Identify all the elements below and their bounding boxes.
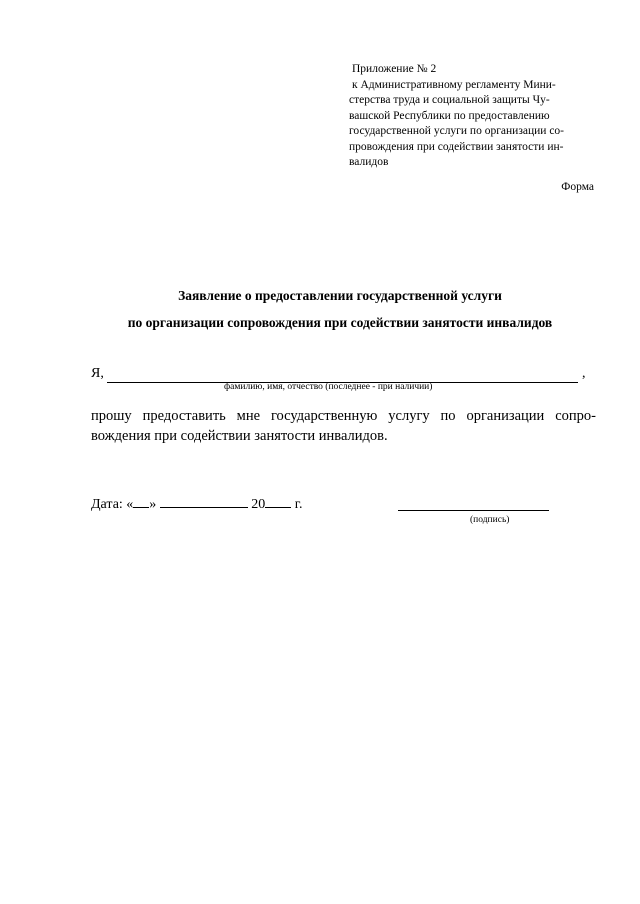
document-title-line-2: по организации сопровождения при содействии занятости инвалидов [127,315,553,330]
annex-line: валидов [349,156,389,168]
request-paragraph [91,406,596,446]
request-line-2: вождения при содействии занятости инвалидов. [91,428,388,444]
date-year-field[interactable] [265,494,291,508]
signature-hint: (подпись) [470,515,510,525]
annex-line: стерства труда и социальной защиты Чу- [349,94,550,106]
date-row [91,494,302,514]
date-open-quote: « [126,497,134,512]
date-label: Дата: [91,497,123,512]
annex-line: провождения при содействии занятости ин- [349,140,564,153]
request-line-1: прошу предоставить мне государственную услугу по организации сопро- [91,408,596,424]
applicant-label: Я, [91,366,104,381]
annex-line: вашской Республики по предоставлению [349,109,550,122]
form-label: Форма [561,181,594,193]
date-year-suffix: г. [294,497,303,512]
applicant-comma: , [582,366,586,381]
date-month-field[interactable] [160,494,248,508]
date-year-prefix: 20 [251,497,266,512]
annex-title: Приложение № 2 [352,63,437,75]
annex-text [349,78,595,171]
annex-line: государственной услуги по организации со- [349,125,565,137]
date-close-quote: » [149,497,157,512]
annex-line: к Административному регламенту Мини- [352,78,556,91]
date-day-field[interactable] [133,494,149,508]
annex-block [349,62,595,171]
applicant-hint: фамилию, имя, отчество (последнее - при наличии) [224,382,433,392]
document-title-line-1: Заявление о предоставлении государственной услуги [178,288,502,303]
signature-field[interactable] [398,510,549,511]
